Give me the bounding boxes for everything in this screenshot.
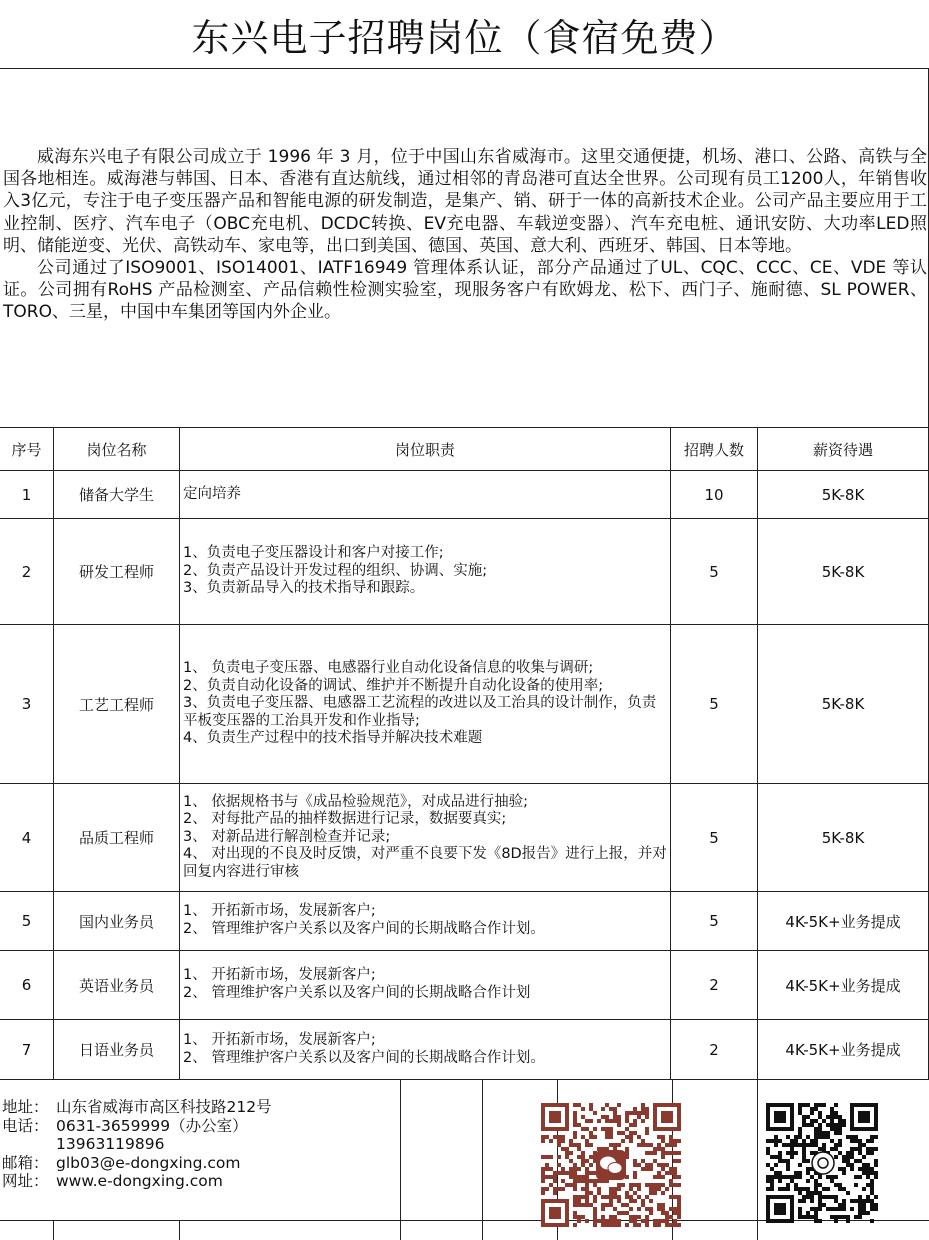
phone-row <box>2 1117 302 1136</box>
header-count: 招聘人数 <box>683 440 744 459</box>
table-line <box>0 1079 929 1080</box>
row-count: 5 <box>709 695 719 713</box>
email-label: 邮箱： <box>2 1153 49 1172</box>
row-salary: 5K-8K <box>821 695 865 713</box>
company-intro <box>3 146 927 324</box>
row-index: 7 <box>21 1040 32 1059</box>
email-link[interactable]: glb03@e-dongxing.com <box>56 1153 241 1172</box>
website-link[interactable]: www.e-dongxing.com <box>56 1172 223 1191</box>
intro-paragraph-2: 公司通过了ISO9001、ISO14001、IATF16949 管理体系认证，部分产品通过了UL、CQC、CCC、CE、VDE 等认证。公司拥有RoHS 产品检测室、产品信赖性检测实验室，现服务客户有欧姆龙、松下、西门子、施耐德、SL POWER、TORO、三星，中国中车集团等国内外企业。 <box>3 258 927 323</box>
row-position: 英语业务员 <box>78 976 154 995</box>
row-position: 国内业务员 <box>78 912 154 931</box>
phone-mobile: 13963119896 <box>56 1135 165 1154</box>
row-duties: 1、 开拓新市场，发展新客户; 2、 管理维护客户关系以及客户间的长期战略合作计划。 <box>183 1031 545 1066</box>
row-duties: 1、 依据规格书与《成品检验规范》，对成品进行抽验; 2、 对每批产品的抽样数据进行记录，数据要真实; 3、 对新品进行解剖检查并记录; 4、 对出现的不良及时反馈，对严重不良要下发《8D报告》进行上报，并对回复内容进行审核 <box>183 793 667 880</box>
footer-col-line <box>179 1220 180 1240</box>
row-count: 5 <box>709 562 719 581</box>
contact-info <box>2 1098 302 1191</box>
intro-paragraph-1: 威海东兴电子有限公司成立于 1996 年 3 月，位于中国山东省威海市。这里交通便捷，机场、港口、公路、高铁与全国各地相连。威海港与韩国、日本、香港有直达航线，通过相邻的青岛港可直达全世界。公司现有员工1200人，年销售收入3亿元，专注于电子变压器产品和智能电源的研发制造，是集产、销、研于一体的高新技术企业。公司产品主要应用于工业控制、医疗、汽车电子（OBC充电机、DCDC转换、EV充电器、车载逆变器）、汽车充电桩、通讯安防、大功率LED照明、储能逆变、光伏、高铁动车、家电等，出口到美国、德国、英国、意大利、西班牙、韩国、日本等地。 <box>3 147 927 256</box>
row-index: 2 <box>21 562 32 581</box>
row-index: 6 <box>21 976 32 994</box>
row-position: 工艺工程师 <box>78 695 154 714</box>
header-position: 岗位名称 <box>86 440 147 459</box>
row-position: 储备大学生 <box>78 486 154 504</box>
row-count: 5 <box>709 828 719 847</box>
row-count: 2 <box>709 976 719 994</box>
address-row <box>2 1098 302 1117</box>
row-position: 研发工程师 <box>78 563 154 581</box>
row-salary: 4K-5K+业务提成 <box>785 1041 901 1059</box>
wechat-logo-icon <box>596 1150 626 1180</box>
company-logo-icon <box>812 1152 834 1174</box>
footer-col-line <box>757 1079 758 1240</box>
web-label: 网址： <box>2 1172 49 1191</box>
footer-col-line <box>400 1079 401 1240</box>
header-salary: 薪资待遇 <box>812 440 873 459</box>
row-count: 5 <box>709 912 719 930</box>
phone-office: 0631-3659999（办公室） <box>56 1116 248 1135</box>
footer-col-line <box>53 1220 54 1240</box>
footer-col-line <box>482 1079 483 1240</box>
phone-label: 电话： <box>2 1116 49 1135</box>
wechat-qr-code-icon <box>541 1103 681 1227</box>
header-index: 序号 <box>11 440 42 459</box>
row-position: 日语业务员 <box>78 1041 154 1059</box>
phone-mobile-row <box>2 1135 302 1154</box>
row-salary: 4K-5K+业务提成 <box>785 912 901 931</box>
page-title: 东兴电子招聘岗位（食宿免费） <box>191 15 738 60</box>
address-value: 山东省威海市高区科技路212号 <box>56 1098 272 1116</box>
row-count: 2 <box>709 1040 719 1059</box>
row-duties: 1、 开拓新市场，发展新客户; 2、 管理维护客户关系以及客户间的长期战略合作计划 <box>183 967 531 1001</box>
row-position: 品质工程师 <box>78 829 154 847</box>
row-salary: 5K-8K <box>821 562 865 581</box>
row-salary: 5K-8K <box>821 485 865 504</box>
row-duties: 1、 负责电子变压器、电感器行业自动化设备信息的收集与调研; 2、负责自动化设备的调试、维护并不断提升自动化设备的使用率; 3、负责电子变压器、电感器工艺流程的改进以及工治具的设计制作，负责平板变压器的工治具开发和作业指导; 4、负责生产过程中的技术指导并解决技术难题 <box>183 660 657 747</box>
qr-code-icon <box>766 1103 880 1223</box>
title-divider <box>0 68 929 69</box>
email-row <box>2 1154 302 1173</box>
row-count: 10 <box>704 485 724 504</box>
web-row <box>2 1172 302 1191</box>
row-duties: 定向培养 <box>183 485 241 502</box>
row-index: 5 <box>21 912 32 930</box>
row-salary: 5K-8K <box>821 828 865 847</box>
row-duties: 1、负责电子变压器设计和客户对接工作; 2、负责产品设计开发过程的组织、协调、实施; 3、负责新品导入的技术指导和跟踪。 <box>183 545 488 597</box>
row-index: 3 <box>21 695 32 713</box>
row-index: 1 <box>21 485 32 504</box>
address-label: 地址： <box>2 1098 49 1116</box>
row-index: 4 <box>21 828 32 847</box>
header-duties: 岗位职责 <box>394 440 455 459</box>
row-duties: 1、 开拓新市场，发展新客户; 2、 管理维护客户关系以及客户间的长期战略合作计划。 <box>183 903 545 937</box>
row-salary: 4K-5K+业务提成 <box>785 976 901 995</box>
